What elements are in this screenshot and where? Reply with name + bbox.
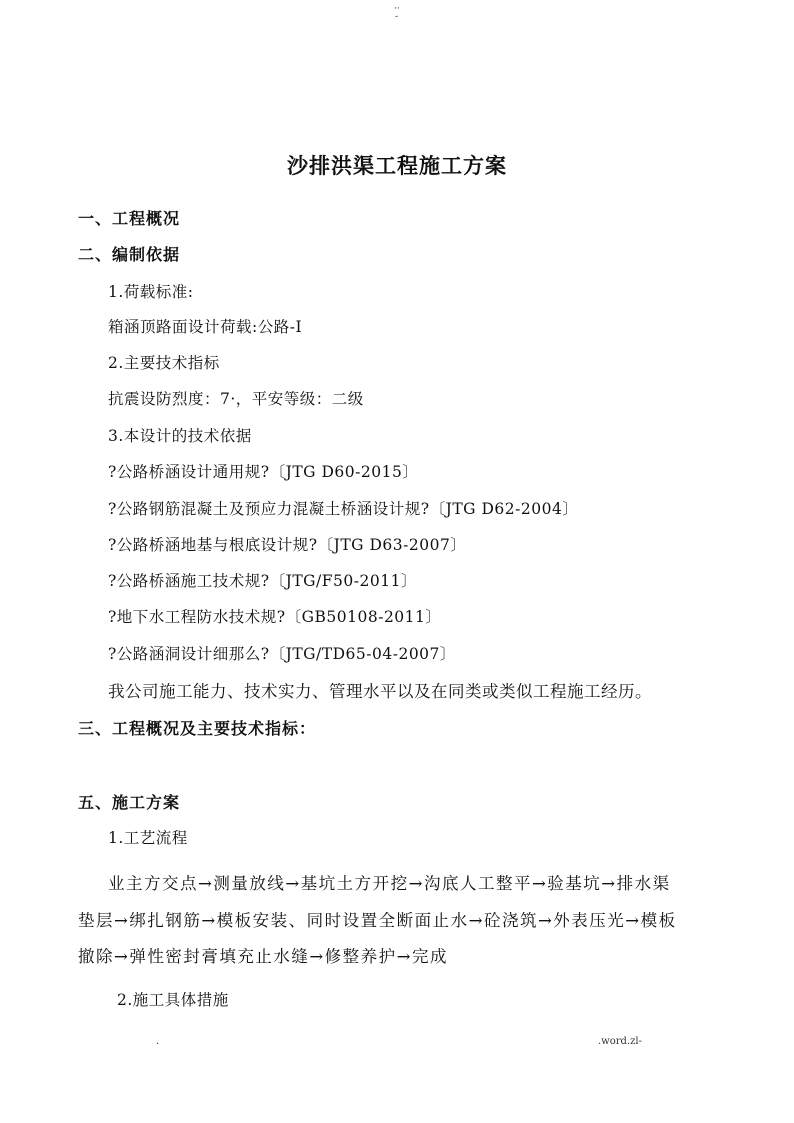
- reference-item: ?公路桥涵设计通用规?〔JTG D60-2015〕: [108, 463, 419, 481]
- reference-item: ?公路钢筋混凝土及预应力混凝土桥涵设计规?〔JTG D62-2004〕: [108, 500, 579, 518]
- tech-index-heading: 2.主要技术指标: [108, 354, 220, 372]
- footer-left-mark: .: [156, 1036, 160, 1047]
- section-heading-1: 一、工程概况: [78, 209, 181, 228]
- process-flow-line: 撤除→弹性密封膏填充止水缝→修整养护→完成: [78, 947, 448, 966]
- process-flow-heading: 1.工艺流程: [108, 829, 188, 847]
- reference-item: ?公路涵洞设计细那么?〔JTG/TD65-04-2007〕: [108, 645, 456, 663]
- section-heading-3: 三、工程概况及主要技术指标：: [78, 719, 317, 738]
- company-capability-text: 我公司施工能力、技术实力、管理水平以及在同类或类似工程施工经历。: [108, 682, 652, 701]
- reference-item: ?公路桥涵地基与根底设计规?〔JTG D63-2007〕: [108, 536, 467, 554]
- footer-watermark: .word.zl-: [598, 1036, 642, 1047]
- process-flow-line: 业主方交点→测量放线→基坑土方开挖→沟底人工整平→验基坑→排水渠: [108, 874, 671, 893]
- section-heading-2: 二、编制依据: [78, 245, 181, 264]
- header-dash: -: [395, 12, 399, 22]
- reference-item: ?地下水工程防水技术规?〔GB50108-2011〕: [108, 608, 442, 626]
- load-standard-heading: 1.荷载标准:: [108, 283, 194, 301]
- header-dots: ··: [394, 4, 400, 14]
- load-standard-text: 箱涵顶路面设计荷载:公路-Ⅰ: [108, 318, 303, 336]
- measures-heading: 2.施工具体措施: [117, 991, 229, 1009]
- reference-item: ?公路桥涵施工技术规?〔JTG/F50-2011〕: [108, 572, 417, 590]
- section-heading-5: 五、施工方案: [78, 793, 181, 812]
- design-basis-heading: 3.本设计的技术依据: [108, 427, 252, 445]
- page-title: 沙排洪渠工程施工方案: [287, 153, 507, 178]
- tech-index-text: 抗震设防烈度：7·，平安等级：二级: [108, 390, 364, 408]
- process-flow-line: 垫层→绑扎钢筋→模板安装、同时设置全断面止水→砼浇筑→外表压光→模板: [78, 911, 677, 930]
